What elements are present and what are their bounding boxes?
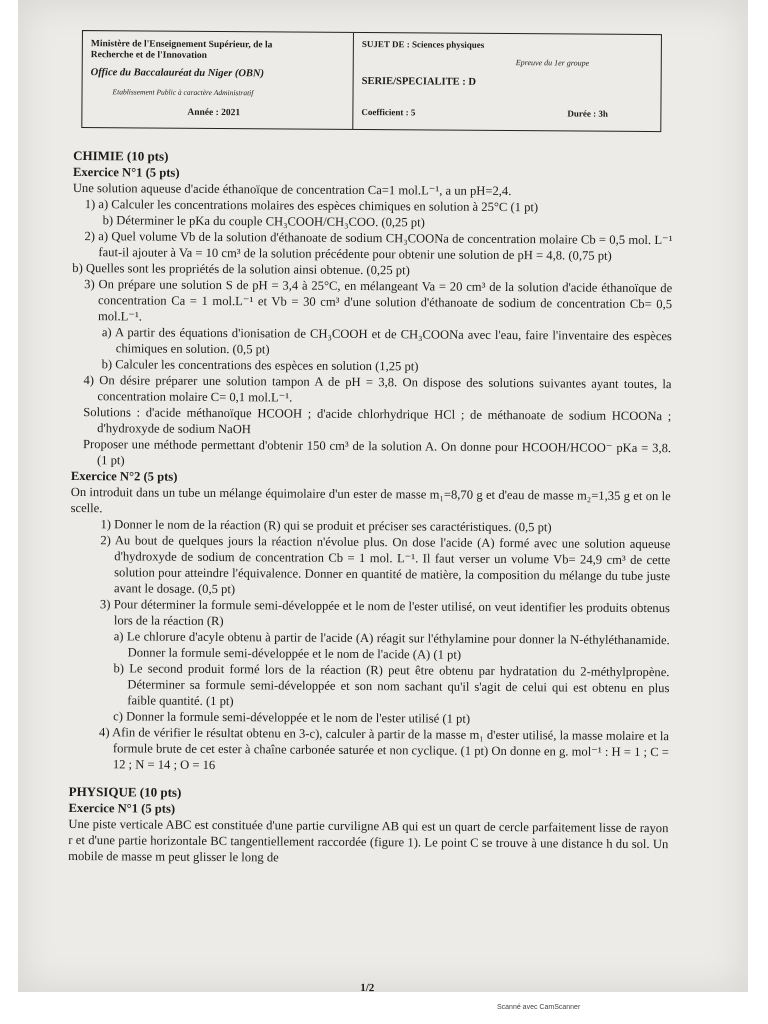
text-line: b) Le second produit formé lors de la réaction (R) peut être obtenu par hydratation du 2-méthylpropène. Déterminer sa formule semi-développée et son nom sachant qu'il s'agit de celui qui est obtenu en plus faible quantité. (1 pt) [113, 661, 670, 709]
text-line: a) Le chlorure d'acyle obtenu à partir de l'acide (A) réagit sur l'éthylamine pour donner la N-éthyléthanamide. Donner la formule semi-développée et le nom de l'acide (A) (1 pt) [113, 629, 670, 662]
duration: Durée : 3h [567, 108, 608, 119]
section-heading: Exercice N°1 (5 pts) [68, 800, 176, 816]
serie-specialite: SERIE/SPECIALITE : D [361, 76, 477, 88]
text-line: Proposer une méthode permettant d'obtenir 150 cm³ de la solution A. On donne pour HCOOH/HCOO⁻ pKa = 3,8. (1 pt) [83, 437, 672, 468]
subject-title: SUJET DE : Sciences physiques [361, 39, 485, 50]
page-number: 1/2 [360, 982, 375, 995]
section-heading: PHYSIQUE (10 pts) [68, 783, 182, 800]
text-line: b) Quelles sont les propriétés de la solution ainsi obtenue. (0,25 pt) [72, 260, 410, 278]
text-line: b) Déterminer le pKa du couple CH₃COOH/CH₃COO. (0,25 pt) [102, 213, 425, 230]
exam-group: Epreuve du 1er groupe [515, 58, 590, 68]
exam-header [81, 30, 662, 132]
text-line: b) Calculer les concentrations des espèces en solution (1,25 pt) [101, 357, 419, 374]
header-subject [353, 33, 661, 131]
text-line: Une solution aqueuse d'acide éthanoïque de concentration Ca=1 mol.L⁻¹, a un pH=2,4. [72, 180, 512, 199]
text-line: 4) On désire préparer une solution tampon A de pH = 3,8. On dispose des solutions suivantes ayant toutes, la concentration molaire C= 0,1 mol.L⁻¹. [83, 373, 672, 405]
text-line: 2) a) Quel volume Vb de la solution d'éthanoate de sodium CH₃COONa de concentration molaire Cb = 0,5 mol. L⁻¹ faut-il ajouter à Va = 10 cm³ de la solution précédente pour obtenir une solution de pH = 4,8. (0,75 pt) [84, 229, 673, 263]
text-line: 3) On prépare une solution S de pH = 3,4 à 25°C, en mélangeant Va = 20 cm³ de la solution d'acide éthanoïque de concentration Ca = 1 mol.L⁻¹ et Vb = 30 cm³ d'une solution d'éthanoate de sodium de concentration Cb= 0,5 mol.L⁻¹. [84, 277, 673, 324]
text-line: Une piste verticale ABC est constituée d'une partie curviligne AB qui est un quart de cercle parfaitement lisse de rayon r et d'une partie horizontale BC tangentiellement raccordée (figure 1). Le point C se trouve à une distance h du sol. Un mobile de masse m peut glisser le long de [68, 816, 669, 865]
coefficient: Coefficient : 5 [361, 107, 416, 118]
office-name: Office du Baccalauréat du Niger (OBN) [90, 67, 265, 80]
text-line: a) A partir des équations d'ionisation de CH₃COOH et de CH₃COONa avec l'eau, faire l'inventaire des espèces chimiques en solution. (0,5 pt) [101, 325, 672, 357]
section-heading: CHIMIE (10 pts) [73, 147, 169, 164]
text-line: Solutions : d'acide méthanoïque HCOOH ; d'acide chlorhydrique HCl ; de méthanoate de sodium HCOONa ; d'hydroxyde de sodium NaOH [83, 405, 672, 437]
header-institution [82, 31, 354, 129]
text-line: 1) Donner le nom de la réaction (R) qui se produit et préciser ses caractéristiques. (0,5 pt) [100, 517, 552, 535]
exam-year: Année : 2021 [187, 107, 241, 119]
text-line: 1) a) Calculer les concentrations molaires des espèces chimiques en solution à 25°C (1 pt) [84, 197, 539, 215]
scanner-watermark: Scanné avec CamScanner [497, 1004, 581, 1011]
text-line: 3) Pour déterminer la formule semi-développée et le nom de l'ester utilisé, on veut identifier les produits obtenus lors de la réaction (R) [99, 597, 670, 629]
exam-body [68, 144, 673, 868]
text-line: On introduit dans un tube un mélange équimolaire d'un ester de masse m₁=8,70 g et d'eau de masse m₂=1,35 g et on le scelle. [70, 484, 671, 516]
exam-page [67, 26, 674, 996]
section-heading: Exercice N°1 (5 pts) [72, 164, 180, 180]
text-line: 4) Afin de vérifier le résultat obtenu en 3-c), calculer à partir de la masse m₁ d'ester utilisé, la masse molaire et la formule brute de cet ester à chaîne carbonée saturée et non cyclique. (1 pt) On donne en g. mol⁻¹ : H = 1 ; C = 12 ; N = 14 ; O = 16 [99, 725, 670, 773]
text-line: 2) Au bout de quelques jours la réaction n'évolue plus. On dose l'acide (A) formé avec une solution aqueuse d'hydroxyde de sodium de concentration Cb = 1 mol. L⁻¹. Il faut verser un volume Vb= 24,9 cm³ de cette solution pour atteindre l'équivalence. Donner en quantité de matière, la composition du mélange du tube juste avant le dosage. (0,5 pt) [100, 533, 671, 597]
text-line: c) Donner la formule semi-développée et le nom de l'ester utilisé (1 pt) [113, 709, 471, 726]
section-heading: Exercice N°2 (5 pts) [70, 468, 178, 484]
ministry-line-2: Recherche et de l'Innovation [90, 50, 208, 61]
office-status: Etablissement Public à caractère Administratif [112, 87, 254, 98]
ministry-line-1: Ministère de l'Enseignement Supérieur, de la [90, 39, 273, 51]
